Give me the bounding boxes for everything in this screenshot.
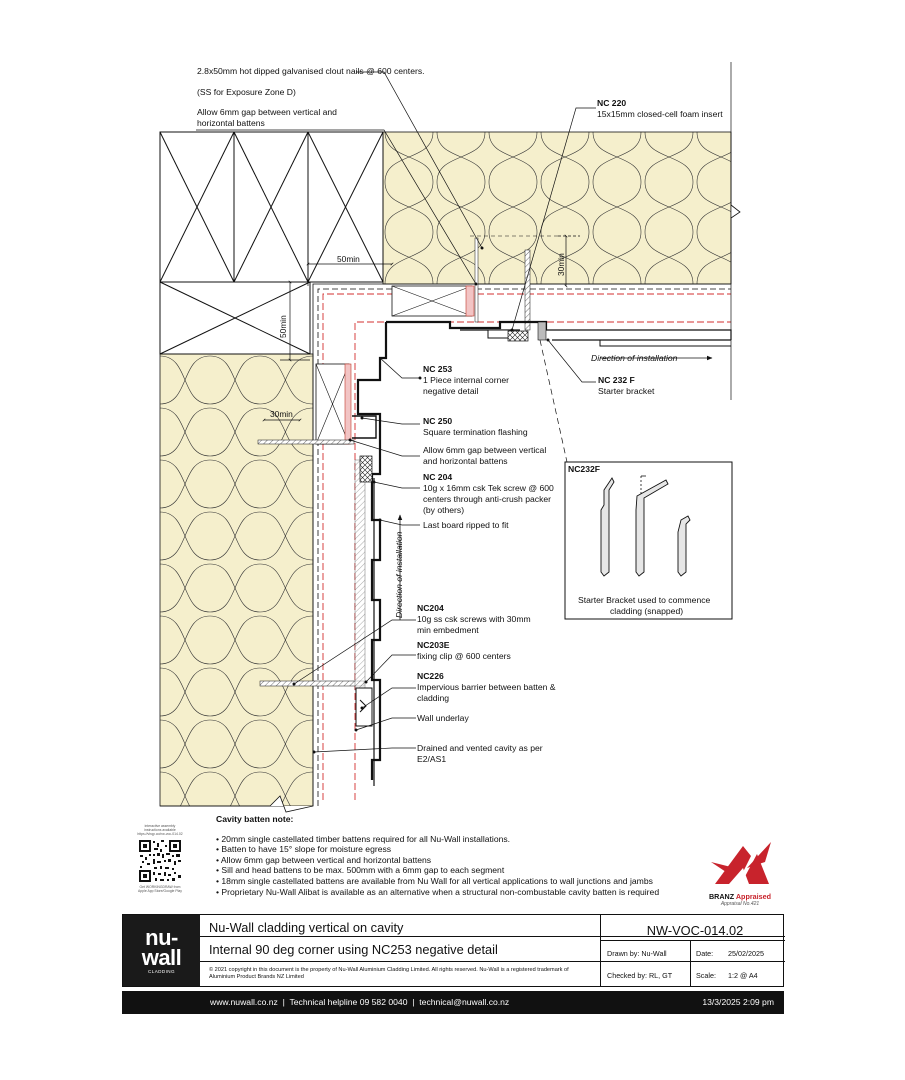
inset-caption-1: Starter Bracket used to commence [578, 595, 711, 605]
label-nc226-desc-1: Impervious barrier between batten & [417, 682, 556, 692]
qr-app-1: Get WORKINGDRAW from [139, 885, 181, 889]
label-nc226-desc-2: cladding [417, 693, 450, 703]
label-drained-cavity-1: Drained and vented cavity as per [417, 743, 543, 753]
label-clout-nails-ss: (SS for Exposure Zone D) [197, 87, 296, 97]
checked-by: Checked by: RL, GT [607, 971, 673, 980]
label-nc232f-code: NC 232 F [598, 375, 635, 385]
dim-50min-vertical: 50min [278, 315, 288, 338]
note-item: • Proprietary Nu-Wall Alibat is available as an alternative when a structural non-combustable cavity batten is required [216, 887, 696, 898]
label-clout-nails: 2.8x50mm hot dipped galvanised clout nails @ 600 centers. [197, 66, 425, 76]
copyright-notice: © 2021 copyright in this document is the property of Nu-Wall Aluminium Cladding Limited. All rights reserved. Nu-Wall is a registered trademark of Aluminium Product Brands NZ Limited [209, 967, 569, 980]
scale-label: Scale: [696, 971, 716, 980]
direction-of-installation-horizontal: Direction of installation [591, 353, 678, 363]
date-value: 25/02/2025 [728, 949, 764, 958]
note-item: • 18mm single castellated battens are available from Nu Wall for all vertical applications to wall junctions and jambs [216, 876, 696, 887]
timber-studs [160, 132, 383, 354]
label-gap-top-1: Allow 6mm gap between vertical and [197, 107, 337, 117]
label-nc203e-code: NC203E [417, 640, 450, 650]
inset-code: NC232F [568, 464, 600, 474]
branz-word: BRANZ [708, 892, 735, 901]
qr-block[interactable] [132, 824, 188, 893]
footer-website-link[interactable]: www.nuwall.co.nz [210, 997, 278, 1007]
notes-title: Cavity batten note: [216, 814, 294, 824]
logo-line-3: CLADDING [148, 969, 175, 974]
notes-list [216, 834, 696, 898]
qr-url: https://vhqp.co/nw-voc-014.02 [137, 832, 183, 836]
note-item: • 20mm single castellated timber battens required for all Nu-Wall installations. [216, 834, 696, 845]
label-nc232f-desc: Starter bracket [598, 386, 655, 396]
drawing-title: Nu-Wall cladding vertical on cavity [209, 920, 404, 935]
qr-caption-2: instructions available [144, 828, 176, 832]
label-wall-underlay: Wall underlay [417, 713, 469, 723]
dim-30min-vertical: 30min [556, 253, 566, 276]
note-item: • Batten to have 15° slope for moisture egress [216, 844, 696, 855]
label-nc204-desc-3: (by others) [423, 505, 465, 515]
nu-wall-logo [123, 915, 200, 986]
starter-bracket-inset [565, 462, 732, 619]
label-nc253-code: NC 253 [423, 364, 453, 374]
label-nc204-desc-2: centers through anti-crush packer [423, 494, 552, 504]
footer-bar: www.nuwall.co.nz | Technical helpline 09 582 0040 | technical@nuwall.co.nz 13/3/2025 2:09 pm [122, 991, 784, 1014]
label-last-board: Last board ripped to fit [423, 520, 509, 530]
note-item: • Sill and head battens to be max. 500mm with a 6mm gap to each segment [216, 865, 696, 876]
label-nc204b-desc-1: 10g ss csk screws with 30mm [417, 614, 531, 624]
label-nc253-desc-1: 1 Piece internal corner [423, 375, 509, 385]
drawing-number: NW-VOC-014.02 [646, 923, 744, 938]
label-nc220-desc: 15x15mm closed-cell foam insert [597, 109, 723, 119]
drawing-subtitle: Internal 90 deg corner using NC253 negative detail [209, 942, 498, 957]
dim-50min-horizontal: 50min [337, 254, 360, 264]
insulation-left [160, 354, 313, 806]
logo-line-1: nu- [145, 925, 178, 950]
label-nc204b-desc-2: min embedment [417, 625, 479, 635]
cavity-batten-notes [216, 814, 696, 897]
drawn-by: Drawn by: Nu-Wall [607, 949, 667, 958]
label-gap-mid-2: and horizontal battens [423, 456, 508, 466]
footer-timestamp: 13/3/2025 2:09 pm [702, 997, 774, 1007]
label-nc204b-code: NC204 [417, 603, 444, 613]
label-drained-cavity-2: E2/AS1 [417, 754, 447, 764]
footer-email-link[interactable]: technical@nuwall.co.nz [419, 997, 510, 1007]
label-nc204-desc-1: 10g x 16mm csk Tek screw @ 600 [423, 483, 554, 493]
qr-app-2: Apple App Store/Google Play [138, 889, 182, 893]
scale-value: 1:2 @ A4 [728, 971, 758, 980]
branz-appraised: Appraised [735, 892, 772, 901]
label-nc250-desc: Square termination flashing [423, 427, 528, 437]
label-nc204-code: NC 204 [423, 472, 453, 482]
label-gap-mid-1: Allow 6mm gap between vertical [423, 445, 547, 455]
label-nc220-code: NC 220 [597, 98, 627, 108]
date-label: Date: [696, 949, 714, 958]
inset-caption-2: cladding (snapped) [610, 606, 684, 616]
logo-line-2: wall [141, 945, 182, 970]
branz-appraised-badge [700, 838, 780, 907]
dim-30min-horizontal: 30min [270, 409, 293, 419]
label-nc226-code: NC226 [417, 671, 444, 681]
qr-caption-1: interactive assembly [144, 824, 176, 828]
label-nc203e-desc: fixing clip @ 600 centers [417, 651, 511, 661]
label-nc250-code: NC 250 [423, 416, 453, 426]
qr-code-icon[interactable] [138, 839, 182, 883]
label-gap-top-2: horizontal battens [197, 118, 265, 128]
note-item: • Allow 6mm gap between vertical and horizontal battens [216, 855, 696, 866]
direction-of-installation-vertical: Direction of installation [394, 531, 404, 618]
branz-logo-icon [707, 838, 773, 886]
title-block [122, 914, 784, 987]
label-nc253-desc-2: negative detail [423, 386, 479, 396]
footer-helpline[interactable]: Technical helpline 09 582 0040 [289, 997, 408, 1007]
branz-number: Appraisal No.421 [720, 901, 760, 907]
